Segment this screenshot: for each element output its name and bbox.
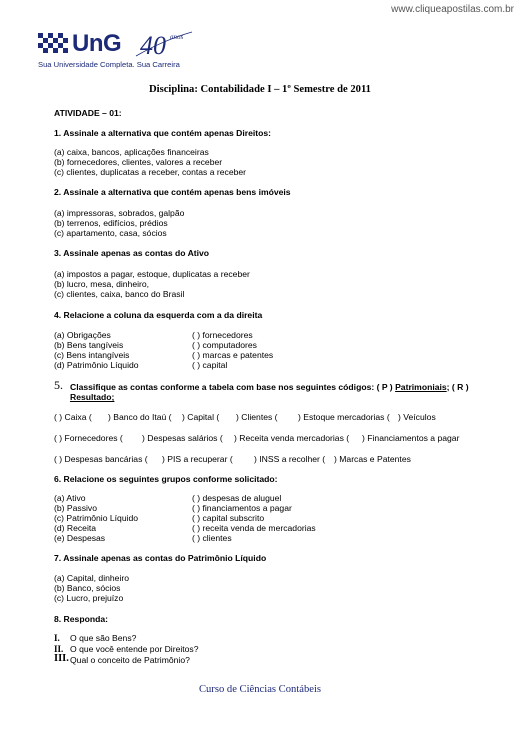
q5-item-caixa[interactable]: ( ) Caixa ( bbox=[54, 412, 92, 422]
question-2-option-a: (a) impressoras, sobrados, galpão bbox=[54, 208, 185, 218]
q5-item-receita-venda[interactable]: ) Receita venda mercadorias ( bbox=[234, 433, 350, 443]
q5-item-marcas[interactable]: ) Marcas e Patentes bbox=[334, 454, 411, 464]
question-4-right-2[interactable]: ( ) computadores bbox=[192, 340, 257, 350]
question-4-left-d: (d) Patrimônio Líquido bbox=[54, 360, 139, 370]
question-4-right-3[interactable]: ( ) marcas e patentes bbox=[192, 350, 274, 360]
question-7-title: 7. Assinale apenas as contas do Patrimônio Líquido bbox=[54, 553, 267, 563]
question-5-number: 5. bbox=[54, 378, 63, 392]
watermark: www.cliqueapostilas.com.br bbox=[391, 4, 514, 15]
question-6-right-4[interactable]: ( ) receita venda de mercadorias bbox=[192, 523, 316, 533]
question-5-title bbox=[70, 382, 469, 392]
question-8-num-3: III. bbox=[54, 653, 69, 664]
question-2-option-b: (b) terrenos, edifícios, prédios bbox=[54, 218, 168, 228]
q5-item-inss[interactable]: ) INSS a recolher ( bbox=[254, 454, 326, 464]
question-6-right-2[interactable]: ( ) financiamentos a pagar bbox=[192, 503, 292, 513]
question-5-title-part2: ; ( R ) bbox=[446, 382, 469, 392]
q5-item-despesas-salarios[interactable]: ) Despesas salários ( bbox=[142, 433, 223, 443]
question-8-text-2: O que você entende por Direitos? bbox=[70, 644, 199, 654]
checker-logo-icon bbox=[38, 33, 68, 55]
question-3-option-c: (c) clientes, caixa, banco do Brasil bbox=[54, 289, 185, 299]
q5-item-capital[interactable]: ) Capital ( bbox=[182, 412, 220, 422]
ung-logo bbox=[38, 30, 208, 74]
q5-item-fornecedores[interactable]: ( ) Fornecedores ( bbox=[54, 433, 123, 443]
question-6-right-3[interactable]: ( ) capital subscrito bbox=[192, 513, 265, 523]
question-7-option-c: (c) Lucro, prejuízo bbox=[54, 593, 124, 603]
question-4-left-a: (a) Obrigações bbox=[54, 330, 111, 340]
question-6-left-b: (b) Passivo bbox=[54, 503, 97, 513]
question-6-right-5[interactable]: ( ) clientes bbox=[192, 533, 232, 543]
question-6-left-a: (a) Ativo bbox=[54, 493, 86, 503]
question-7-option-b: (b) Banco, sócios bbox=[54, 583, 121, 593]
question-8-title: 8. Responda: bbox=[54, 614, 108, 624]
q5-item-estoque[interactable]: ) Estoque mercadorias ( bbox=[298, 412, 390, 422]
q5-item-pis[interactable]: ) PIS a recuperar ( bbox=[162, 454, 233, 464]
question-7-option-a: (a) Capital, dinheiro bbox=[54, 573, 129, 583]
footer-course: Curso de Ciências Contábeis bbox=[198, 684, 322, 695]
40-anos-badge bbox=[134, 30, 194, 60]
question-3-option-a: (a) impostos a pagar, estoque, duplicatas a receber bbox=[54, 269, 250, 279]
question-8-num-1: I. bbox=[54, 633, 60, 643]
question-8-text-1: O que são Bens? bbox=[70, 633, 137, 643]
question-6-left-c: (c) Patrimônio Líquido bbox=[54, 513, 139, 523]
question-2-option-c: (c) apartamento, casa, sócios bbox=[54, 228, 167, 238]
question-1-title: 1. Assinale a alternativa que contém apenas Direitos: bbox=[54, 128, 271, 138]
question-1-option-c: (c) clientes, duplicatas a receber, contas a receber bbox=[54, 167, 247, 177]
question-4-left-b: (b) Bens tangíveis bbox=[54, 340, 124, 350]
question-8-text-3: Qual o conceito de Patrimônio? bbox=[70, 655, 190, 665]
logo-wordmark: UnG bbox=[72, 30, 122, 57]
question-1-option-b: (b) fornecedores, clientes, valores a receber bbox=[54, 157, 223, 167]
page-title: Disciplina: Contabilidade I – 1º Semestre de 2011 bbox=[149, 84, 371, 95]
q5-item-financiamentos[interactable]: ) Financiamentos a pagar bbox=[362, 433, 460, 443]
question-5-title-part1: Classifique as contas conforme a tabela com base nos seguintes códigos: ( P ) bbox=[70, 382, 393, 392]
logo-tagline: Sua Universidade Completa. Sua Carreira bbox=[38, 60, 180, 69]
question-6-title: 6. Relacione os seguintes grupos conforme solicitado: bbox=[54, 474, 278, 484]
anos-label: anos bbox=[170, 33, 184, 41]
q5-item-veiculos[interactable]: ) Veículos bbox=[398, 412, 436, 422]
q5-item-banco-itau[interactable]: ) Banco do Itaú ( bbox=[108, 412, 172, 422]
question-4-left-c: (c) Bens intangíveis bbox=[54, 350, 130, 360]
question-5-title-p: Patrimoniais bbox=[395, 382, 447, 392]
question-4-title: 4. Relacione a coluna da esquerda com a da direita bbox=[54, 310, 263, 320]
question-3-title: 3. Assinale apenas as contas do Ativo bbox=[54, 248, 210, 258]
question-6-right-1[interactable]: ( ) despesas de aluguel bbox=[192, 493, 282, 503]
activity-heading: ATIVIDADE – 01: bbox=[54, 108, 122, 118]
q5-item-despesas-bancarias[interactable]: ( ) Despesas bancárias ( bbox=[54, 454, 148, 464]
question-8-num-2: II. bbox=[54, 644, 64, 654]
question-3-option-b: (b) lucro, mesa, dinheiro, bbox=[54, 279, 150, 289]
question-4-right-1[interactable]: ( ) fornecedores bbox=[192, 330, 253, 340]
anos-number: 40 bbox=[140, 31, 166, 60]
question-6-left-e: (e) Despesas bbox=[54, 533, 106, 543]
question-1-option-a: (a) caixa, bancos, aplicações financeiras bbox=[54, 147, 209, 157]
question-6-left-d: (d) Receita bbox=[54, 523, 97, 533]
question-2-title: 2. Assinale a alternativa que contém apenas bens imóveis bbox=[54, 187, 291, 197]
question-5-title-r: Resultado; bbox=[70, 392, 115, 402]
question-4-right-4[interactable]: ( ) capital bbox=[192, 360, 228, 370]
q5-item-clientes[interactable]: ) Clientes ( bbox=[236, 412, 278, 422]
